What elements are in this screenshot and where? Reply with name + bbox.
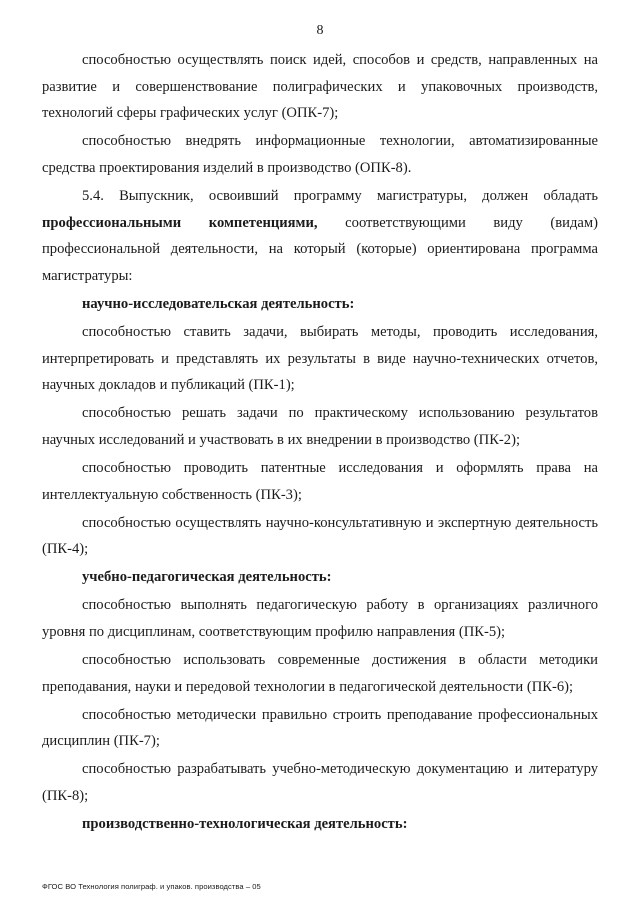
paragraph-5-4-lead: 5.4. Выпускник, освоивший программу магистратуры, должен обладать — [82, 187, 598, 204]
paragraph-5-4-rest: соответствующими виду (видам) профессиональной деятельности, на который (которые) ориентирована программа магистратуры: — [42, 214, 598, 284]
page-body — [42, 47, 598, 838]
paragraph-pk-5: способностью выполнять педагогическую работу в организациях различного уровня по дисциплинам, соответствующим профилю направления (ПК-5); — [42, 597, 598, 640]
paragraph-pk-2: способностью решать задачи по практическому использованию результатов научных исследований и участвовать в их внедрении в производство (ПК-2); — [42, 405, 598, 448]
page-number: 8 — [316, 23, 324, 38]
professional-competencies-term: профессиональными компетенциями, — [42, 214, 318, 231]
page-footer: ФГОС ВО Технология полиграф. и упаков. производства – 05 — [42, 882, 261, 891]
paragraph-pk-7: способностью методически правильно строить преподавание профессиональных дисциплин (ПК-7); — [42, 706, 598, 750]
paragraph-pk-3: способностью проводить патентные исследования и оформлять права на интеллектуальную собственность (ПК-3); — [42, 459, 598, 503]
paragraph-5-4 — [42, 183, 598, 289]
paragraph-pk-8: способностью разрабатывать учебно-методическую документацию и литературу (ПК-8); — [42, 761, 598, 805]
paragraph-pk-4: способностью осуществлять научно-консультативную и экспертную деятельность (ПК-4); — [42, 514, 598, 558]
heading-research-activity: научно-исследовательская деятельность: — [82, 295, 355, 312]
paragraph-opk-7: способностью осуществлять поиск идей, способов и средств, направленных на развитие и совершенствование полиграфических и упаковочных производств, технологий сферы графических услуг (ОПК-7); — [42, 52, 598, 122]
paragraph-pk-1: способностью ставить задачи, выбирать методы, проводить исследования, интерпретировать и представлять их результаты в виде научно-технических отчетов, научных докладов и публикаций (ПК-1); — [42, 323, 598, 394]
paragraph-opk-8: способностью внедрять информационные технологии, автоматизированные средства проектирования изделий в производство (ОПК-8). — [42, 133, 598, 176]
paragraph-pk-6: способностью использовать современные достижения в области методики преподавания, науки и передовой технологии в педагогической деятельности (ПК-6); — [42, 652, 598, 695]
heading-teaching-activity: учебно-педагогическая деятельность: — [82, 569, 332, 586]
heading-production-activity: производственно-технологическая деятельность: — [82, 816, 408, 833]
